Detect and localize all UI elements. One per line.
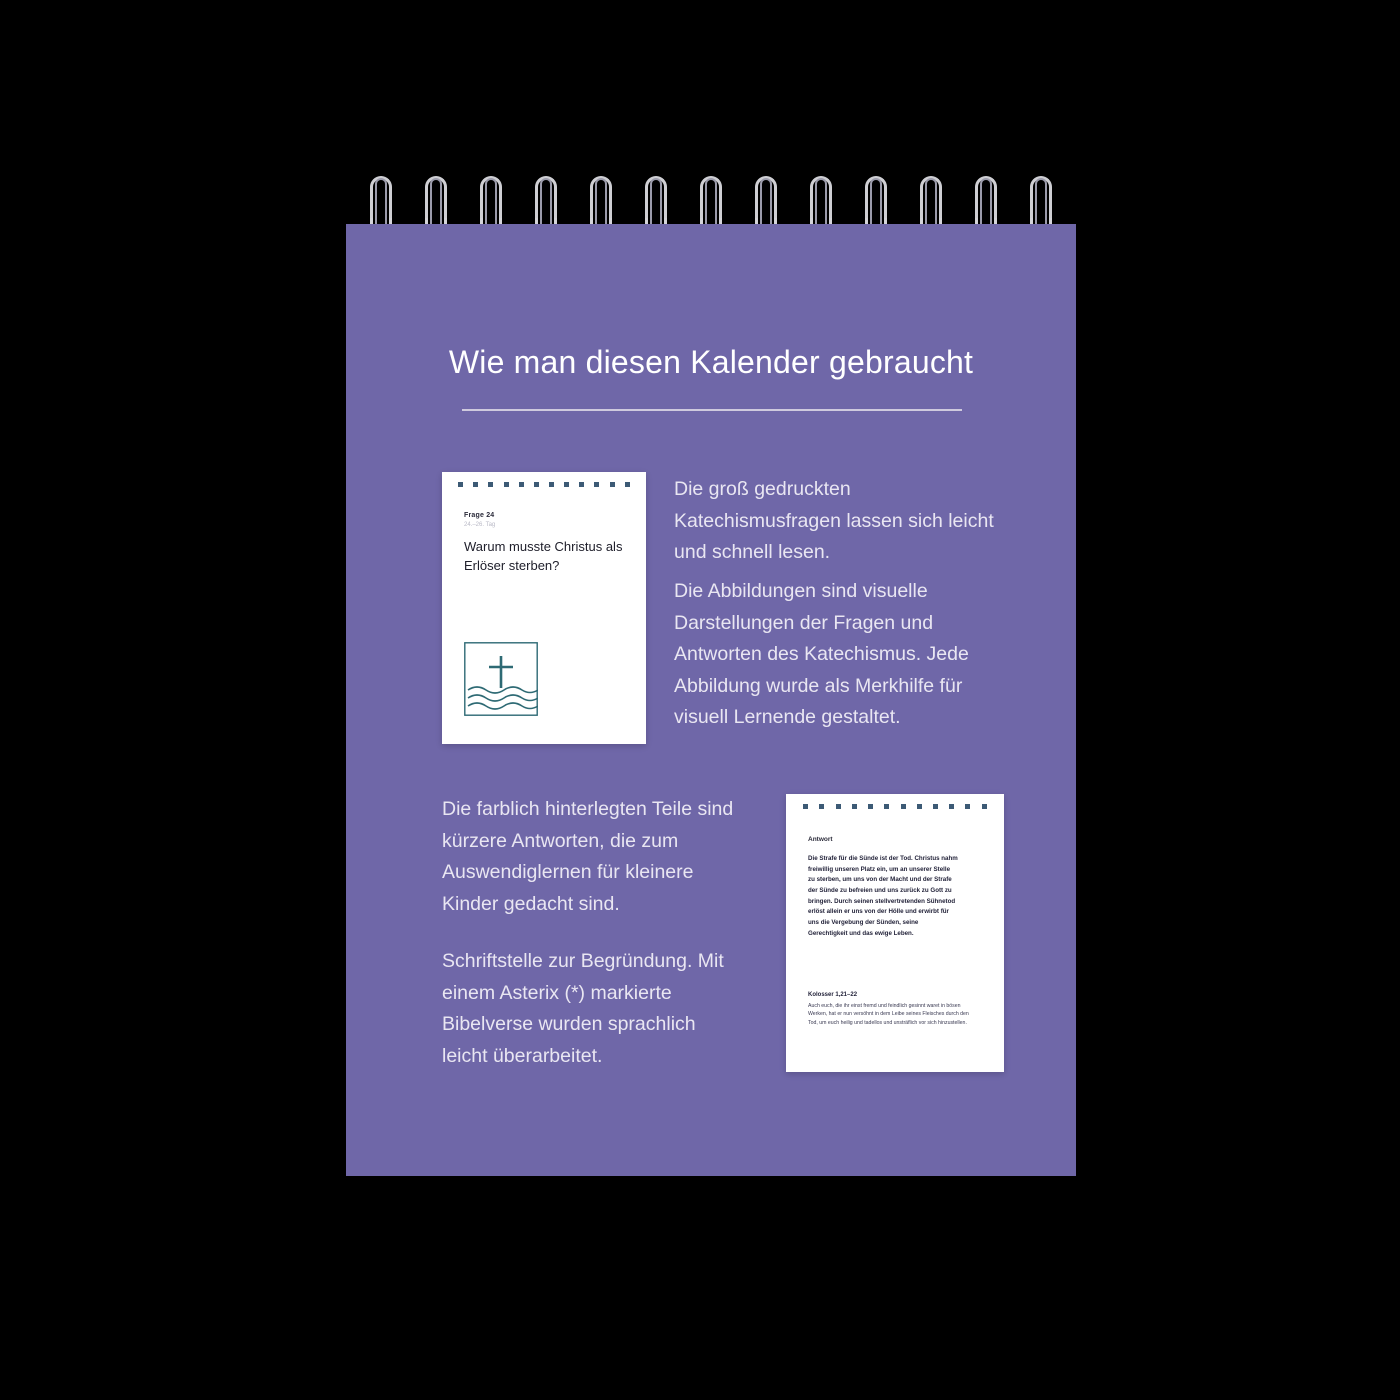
answer-reference-body: Auch euch, die ihr einst fremd und feindlich gesinnt waret in bösen Werken, hat er nun versöhnt in dem Leibe seines Fleisches durch den Tod, um euch heilig und tadellos und unsträflich vor sich hinzustellen. — [808, 1003, 969, 1026]
question-text: Warum musste Christus als Erlöser sterben? — [464, 539, 623, 573]
title-divider — [462, 409, 962, 411]
calendar-page — [346, 224, 1076, 1176]
answer-reference-title: Kolosser 1,21–22 — [808, 992, 858, 998]
question-card-preview — [442, 472, 646, 744]
copy-paragraph-illustrations: Die Abbildungen sind visuelle Darstellungen der Fragen und Antworten des Katechismus. Jede Abbildung wurde als Merkhilfe für visuell Lernende gestaltet. — [674, 580, 969, 729]
cross-over-water-icon — [464, 642, 538, 716]
answer-label: Antwort — [808, 836, 833, 843]
card-punch-dots — [786, 804, 1004, 809]
copy-paragraph-questions: Die groß gedruckten Katechismusfragen lassen sich leicht und schnell lesen. — [674, 478, 994, 564]
answer-card-preview — [786, 794, 1004, 1072]
question-number: Frage 24 — [464, 512, 495, 519]
copy-paragraph-shorter-answers: Die farblich hinterlegten Teile sind kürzere Antworten, die zum Auswendiglernen für kleinere Kinder gedacht sind. — [442, 798, 734, 915]
page-title: Wie man diesen Kalender gebraucht — [448, 344, 974, 380]
card-punch-dots — [442, 482, 646, 487]
copy-paragraph-scripture: Schriftstelle zur Begründung. Mit einem Asterix (*) markierte Bibelverse wurden sprachlich leicht überarbeitet. — [442, 950, 724, 1067]
answer-body: Die Strafe für die Sünde ist der Tod. Christus nahm freiwillig unseren Platz ein, um an unserer Stelle zu sterben, um uns von der Macht und der Strafe der Sünde zu befreien und uns zurück zu Gott zu bringen. Durch seinen stellvertretenden Sühnetod erlöst allein er uns von der Hölle und erwirbt für uns die Vergebung der Sünden, seine Gerechtigkeit und das ewige Leben. — [808, 855, 958, 937]
question-subtitle: 24.–26. Tag — [464, 522, 496, 528]
